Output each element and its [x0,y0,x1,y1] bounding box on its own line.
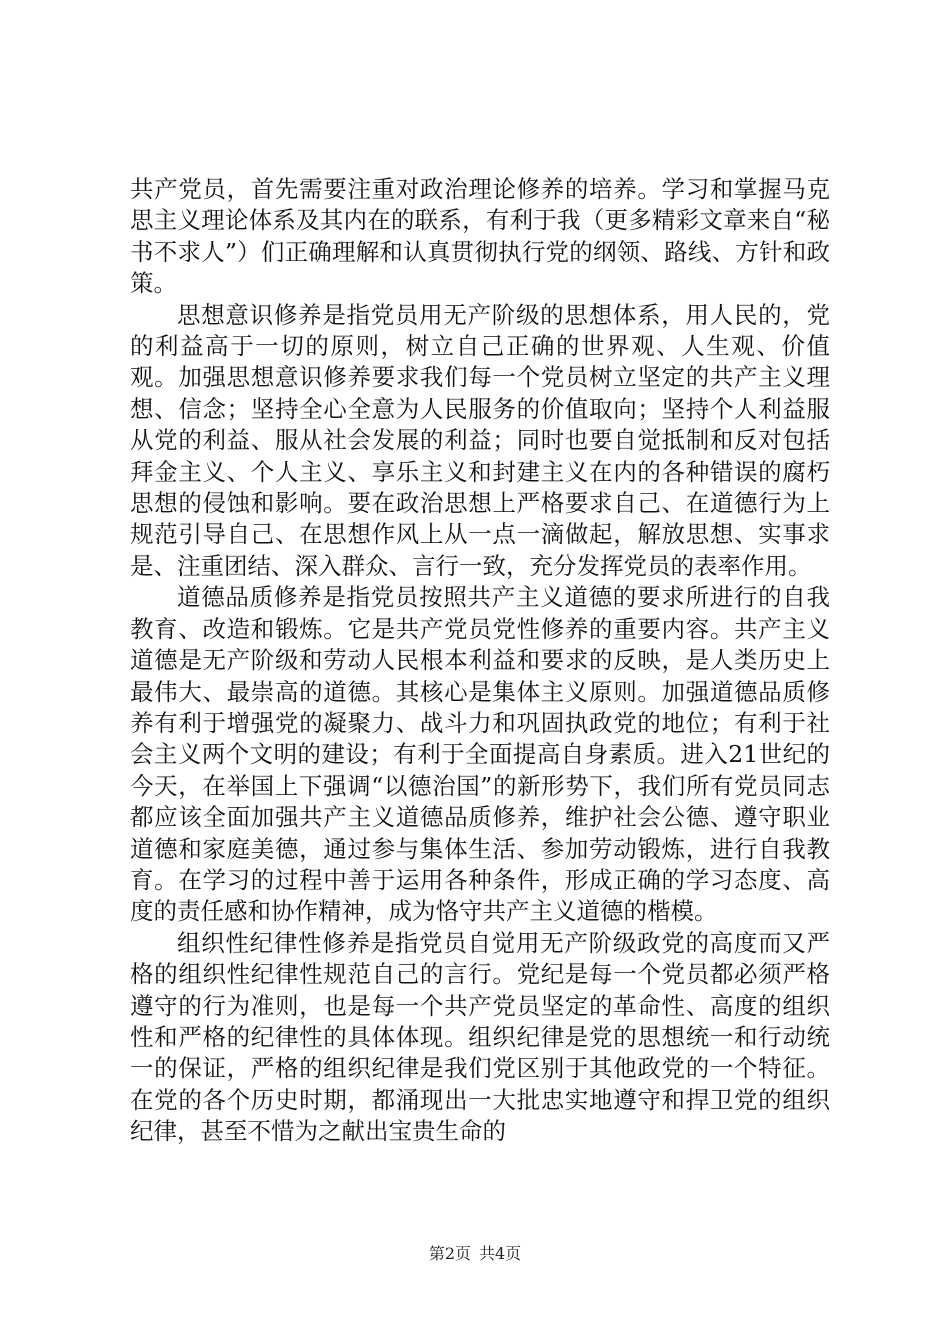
page-number: 第2页 [428,1244,471,1263]
paragraph-4: 组织性纪律性修养是指党员自觉用无产阶级政党的高度而又严格的组织性纪律性规范自己的言行。党纪是每一个党员都必须严格遵守的行为准则，也是每一个共产党员坚定的革命性、高度的组织性和严格的纪律性的具体体现。组织纪律是党的思想统一和行动统一的保证，严格的组织纪律是我们党区别于其他政党的一个特征。在党的各个历史时期，都涌现出一大批忠实地遵守和捍卫党的组织纪律，甚至不惜为之献出宝贵生命的 [130,928,830,1146]
paragraph-3: 道德品质修养是指党员按照共产主义道德的要求所进行的自我教育、改造和锻炼。它是共产党员党性修养的重要内容。共产主义道德是无产阶级和劳动人民根本利益和要求的反映，是人类历史上最伟大、最崇高的道德。其核心是集体主义原则。加强道德品质修养有利于增强党的凝聚力、战斗力和巩固执政党的地位；有利于社会主义两个文明的建设；有利于全面提高自身素质。进入21世纪的今天，在举国上下强调“以德治国”的新形势下，我们所有党员同志都应该全面加强共产主义道德品质修养，维护社会公德、遵守职业道德和家庭美德，通过参与集体生活、参加劳动锻炼，进行自我教育。在学习的过程中善于运用各种条件，形成正确的学习态度、高度的责任感和协作精神，成为恪守共产主义道德的楷模。 [130,583,830,926]
page-total: 共4页 [479,1244,522,1263]
paragraph-2: 思想意识修养是指党员用无产阶级的思想体系，用人民的，党的利益高于一切的原则，树立自己正确的世界观、人生观、价值观。加强思想意识修养要求我们每一个党员树立坚定的共产主义理想、信念；坚持全心全意为人民服务的价值取向；坚持个人利益服从党的利益、服从社会发展的利益；同时也要自觉抵制和反对包括拜金主义、个人主义、享乐主义和封建主义在内的各种错误的腐朽思想的侵蚀和影响。要在政治思想上严格要求自己、在道德行为上规范引导自己、在思想作风上从一点一滴做起，解放思想、实事求是、注重团结、深入群众、言行一致，充分发挥党员的表率作用。 [130,300,830,580]
page-footer [0,1244,950,1264]
paragraph-1: 共产党员，首先需要注重对政治理论修养的培养。学习和掌握马克思主义理论体系及其内在的联系，有利于我（更多精彩文章来自“秘书不求人”）们正确理解和认真贯彻执行党的纲领、路线、方针和政策。 [130,175,830,298]
document-body [130,174,830,1148]
